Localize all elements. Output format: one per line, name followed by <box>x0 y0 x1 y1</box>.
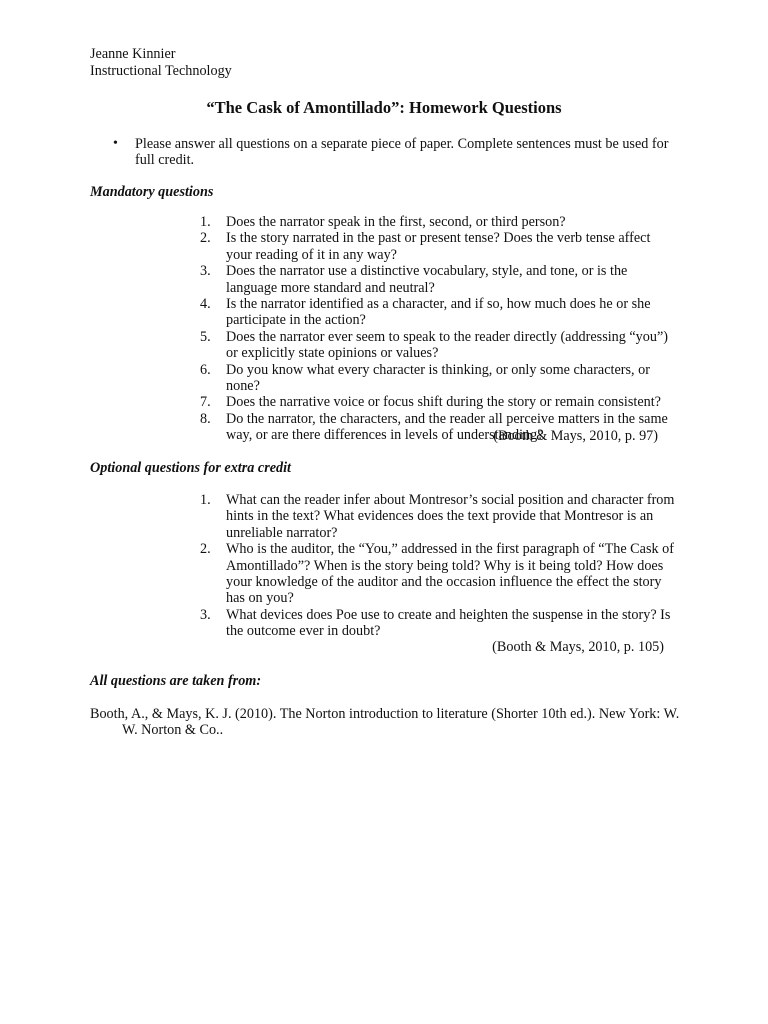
list-item <box>200 263 680 296</box>
optional-citation: (Booth & Mays, 2010, p. 105) <box>492 639 664 655</box>
list-item <box>200 329 680 362</box>
list-item <box>200 607 680 640</box>
mandatory-citation: (Booth & Mays, 2010, p. 97) <box>493 428 658 444</box>
list-item <box>200 296 680 329</box>
question-text: Who is the auditor, the “You,” addressed in the first paragraph of “The Cask of Amontillado”? When is the story being told? Why is it being told? How does your knowledge of the auditor and the occasion influence the effect the story has on you? <box>226 541 674 607</box>
question-number: 6. <box>200 361 211 378</box>
page-title: “The Cask of Amontillado”: Homework Questions <box>206 98 562 117</box>
question-text: Does the narrator ever seem to speak to the reader directly (addressing “you”) or explicitly state opinions or values? <box>226 328 668 362</box>
optional-heading: Optional questions for extra credit <box>90 460 292 476</box>
question-number: 2. <box>200 541 211 558</box>
question-number: 2. <box>200 230 211 247</box>
question-number: 1. <box>200 492 211 508</box>
question-number: 1. <box>200 214 211 230</box>
question-text: Does the narrator use a distinctive vocabulary, style, and tone, or is the language more standard and neutral? <box>226 263 628 296</box>
document-header <box>90 46 232 80</box>
bullet-icon: • <box>113 136 118 151</box>
list-item <box>200 394 680 410</box>
list-item <box>200 214 680 230</box>
question-number: 3. <box>200 606 211 623</box>
question-number: 5. <box>200 328 211 345</box>
question-text: Is the story narrated in the past or present tense? Does the verb tense affect your reading of it in any way? <box>226 230 651 263</box>
mandatory-question-list <box>200 214 680 444</box>
mandatory-heading: Mandatory questions <box>90 184 214 200</box>
question-text: Is the narrator identified as a character, and if so, how much does he or she participate in the action? <box>226 296 651 329</box>
list-item <box>200 230 680 263</box>
instructions-item <box>113 136 673 169</box>
reference-entry: Booth, A., & Mays, K. J. (2010). The Norton introduction to literature (Shorter 10th ed.). New York: W. W. Norton & Co.. <box>90 706 680 739</box>
sources-heading: All questions are taken from: <box>90 673 262 689</box>
list-item <box>200 492 680 541</box>
optional-question-list <box>200 492 680 640</box>
question-number: 8. <box>200 410 211 427</box>
list-item <box>200 541 680 607</box>
question-text: What can the reader infer about Montresor’s social position and character from hints in the text? What evidences does the text provide that Montresor is an unreliable narrator? <box>226 492 675 541</box>
question-number: 3. <box>200 263 211 280</box>
question-number: 7. <box>200 394 211 411</box>
department-name: Instructional Technology <box>90 63 232 79</box>
list-item <box>200 362 680 395</box>
question-text: Do you know what every character is thinking, or only some characters, or none? <box>226 361 650 395</box>
instructions-text: Please answer all questions on a separate piece of paper. Complete sentences must be used for full credit. <box>135 136 669 169</box>
question-text: Does the narrative voice or focus shift during the story or remain consistent? <box>226 394 661 411</box>
author-name: Jeanne Kinnier <box>90 46 176 62</box>
question-text: Do the narrator, the characters, and the reader all perceive matters in the same way, or are there differences in levels of understanding? <box>226 410 668 444</box>
question-text: What devices does Poe use to create and heighten the suspense in the story? Is the outcome ever in doubt? <box>226 606 671 640</box>
question-number: 4. <box>200 296 211 313</box>
question-text: Does the narrator speak in the first, second, or third person? <box>226 214 566 230</box>
